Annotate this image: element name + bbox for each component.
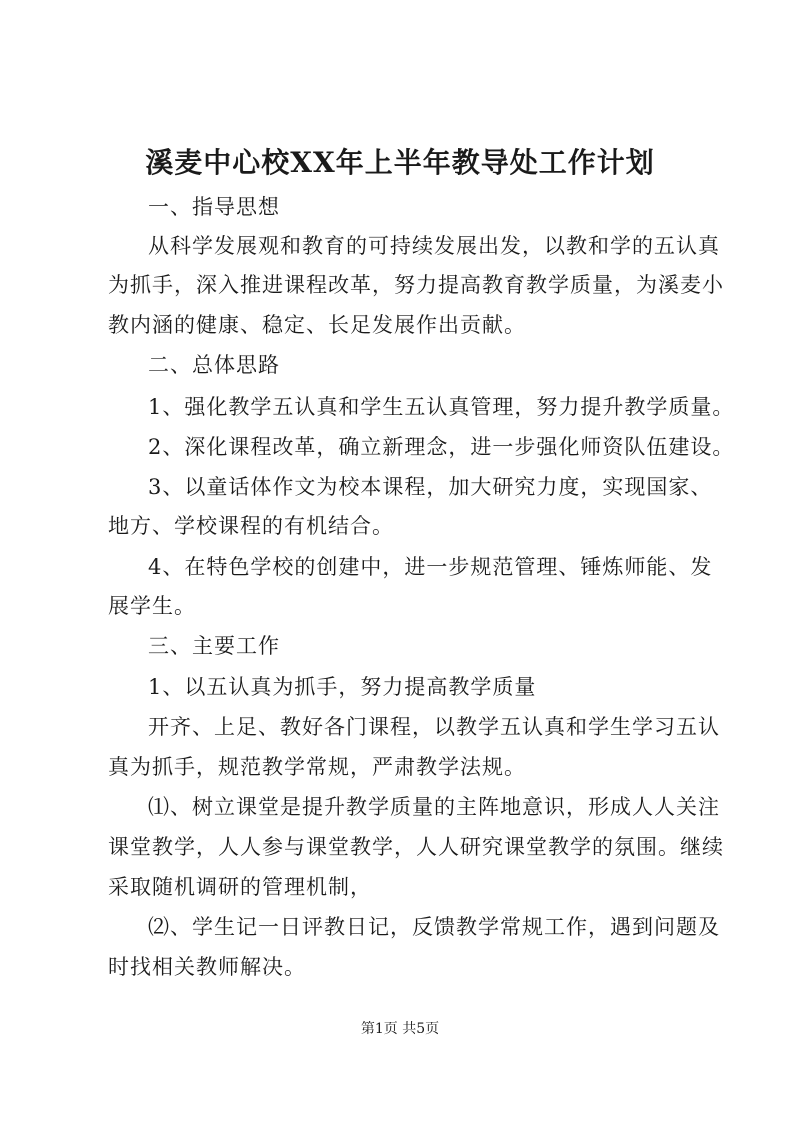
paragraph-line: 从科学发展观和教育的可持续发展出发，以教和学的五认真 bbox=[148, 234, 720, 258]
paragraph-line: 为抓手，深入推进课程改革，努力提高教育教学质量，为溪麦小 bbox=[108, 273, 724, 297]
section-heading-main-work: 三、主要工作 bbox=[148, 634, 280, 658]
paragraph-line: 采取随机调研的管理机制， bbox=[108, 875, 372, 899]
paragraph-line: 3、以童话体作文为校本课程，加大研究力度，实现国家、 bbox=[148, 475, 713, 499]
paragraph-line: 地方、学校课程的有机结合。 bbox=[108, 514, 394, 538]
paragraph-line: 课堂教学，人人参与课堂教学，人人研究课堂教学的氛围。继续 bbox=[108, 835, 724, 859]
paragraph-line: 教内涵的健康、稳定、长足发展作出贡献。 bbox=[108, 313, 526, 337]
document-title: 溪麦中心校XX年上半年教导处工作计划 bbox=[145, 146, 655, 179]
paragraph-line: ⑵、学生记一日评教日记，反馈教学常规工作，遇到问题及 bbox=[148, 915, 720, 939]
paragraph-line: 开齐、上足、教好各门课程，以教学五认真和学生学习五认 bbox=[148, 715, 720, 739]
paragraph-line: ⑴、树立课堂是提升教学质量的主阵地意识，形成人人关注 bbox=[148, 795, 720, 819]
page-number-footer: 第1页 共5页 bbox=[360, 1021, 440, 1037]
paragraph-line: 1、强化教学五认真和学生五认真管理，努力提升教学质量。 bbox=[148, 395, 735, 419]
paragraph-line: 时找相关教师解决。 bbox=[108, 955, 306, 979]
section-heading-guiding-thought: 一、指导思想 bbox=[148, 195, 280, 219]
paragraph-line: 1、以五认真为抓手，努力提高教学质量 bbox=[148, 675, 537, 699]
paragraph-line: 4、在特色学校的创建中，进一步规范管理、锤炼师能、发 bbox=[148, 555, 713, 579]
paragraph-line: 展学生。 bbox=[108, 594, 196, 618]
section-heading-overall-approach: 二、总体思路 bbox=[148, 353, 280, 377]
paragraph-line: 2、深化课程改革，确立新理念，进一步强化师资队伍建设。 bbox=[148, 435, 735, 459]
paragraph-line: 真为抓手，规范教学常规，严肃教学法规。 bbox=[108, 755, 526, 779]
